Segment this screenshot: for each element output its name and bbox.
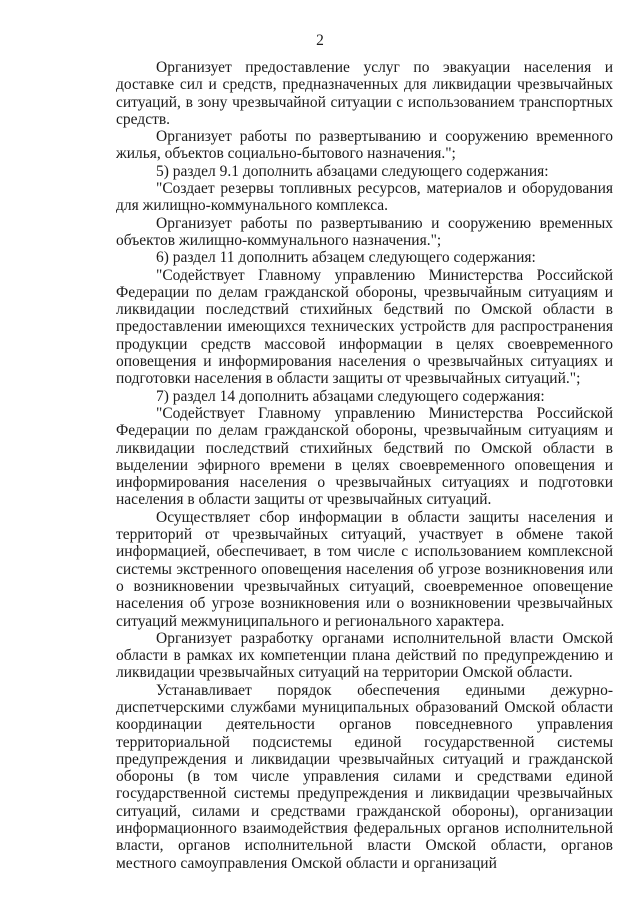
paragraph-technical-devices: "Содействует Главному управлению Министерства Российской Федерации по делам гражданской обороны, чрезвычайным ситуациям и ликвидации последствий стихийных бедствий по Омской области в предоставлении имеющихся технических устройств для распространения продукции средств массовой информации в целях своевременного оповещения и информирования населения о чрезвычайных ситуациях и подготовки населения в области защиты от чрезвычайных ситуаций."; — [116, 266, 613, 388]
paragraph-item-5-heading: 5) раздел 9.1 дополнить абзацами следующего содержания: — [156, 162, 549, 180]
page-number: 2 — [316, 32, 324, 49]
paragraph-action-plan: Организует разработку органами исполнительной власти Омской области в рамках их компетенции плана действий по предупреждению и ликвидации чрезвычайных ситуаций на территории Омской области. — [116, 629, 613, 682]
paragraph-evacuation-services: Организует предоставление услуг по эвакуации населения и доставке сил и средств, предназначенных для ликвидации чрезвычайных ситуаций, в зону чрезвычайной ситуации с использованием транспортных средств. — [116, 59, 613, 128]
paragraph-dispatch-services: Устанавливает порядок обеспечения едиными дежурно-диспетчерскими службами муниципальных образований Омской области координации деятельности органов повседневного управления территориальной подсистемы единой государственной системы предупреждения и ликвидации чрезвычайных ситуаций и гражданской обороны (в том числе управления силами и средствами единой государственной системы предупреждения и ликвидации чрезвычайных ситуаций, силами и средствами гражданской обороны), организации информационного взаимодействия федеральных органов исполнительной власти, органов исполнительной власти Омской области, органов местного самоуправления Омской области и организаций — [116, 681, 613, 872]
document-body — [116, 59, 613, 872]
paragraph-item-7-heading: 7) раздел 14 дополнить абзацами следующего содержания: — [156, 387, 545, 405]
paragraph-item-6-heading: 6) раздел 11 дополнить абзацем следующего содержания: — [156, 249, 536, 267]
paragraph-temporary-objects: Организует работы по развертыванию и сооружению временных объектов жилищно-коммунального назначения."; — [116, 214, 613, 249]
paragraph-airtime: "Содействует Главному управлению Министерства Российской Федерации по делам гражданской обороны, чрезвычайным ситуациям и ликвидации последствий стихийных бедствий по Омской области в выделении эфирного времени в целях своевременного оповещения и информирования населения о чрезвычайных ситуациях и подготовки населения в области защиты от чрезвычайных ситуаций. — [116, 404, 613, 509]
paragraph-information-collection: Осуществляет сбор информации в области защиты населения и территорий от чрезвычайных ситуаций, участвует в обмене такой информацией, обеспечивает, в том числе с использованием комплексной системы экстренного оповещения населения об угрозе возникновения или о возникновении чрезвычайных ситуаций, своевременное оповещение населения об угрозе возникновения или о возникновении чрезвычайных ситуаций межмуниципального и регионального характера. — [116, 508, 613, 630]
paragraph-fuel-reserves: "Создает резервы топливных ресурсов, материалов и оборудования для жилищно-коммунального комплекса. — [116, 180, 613, 215]
paragraph-temporary-housing: Организует работы по развертыванию и сооружению временного жилья, объектов социально-бытового назначения."; — [116, 128, 613, 163]
